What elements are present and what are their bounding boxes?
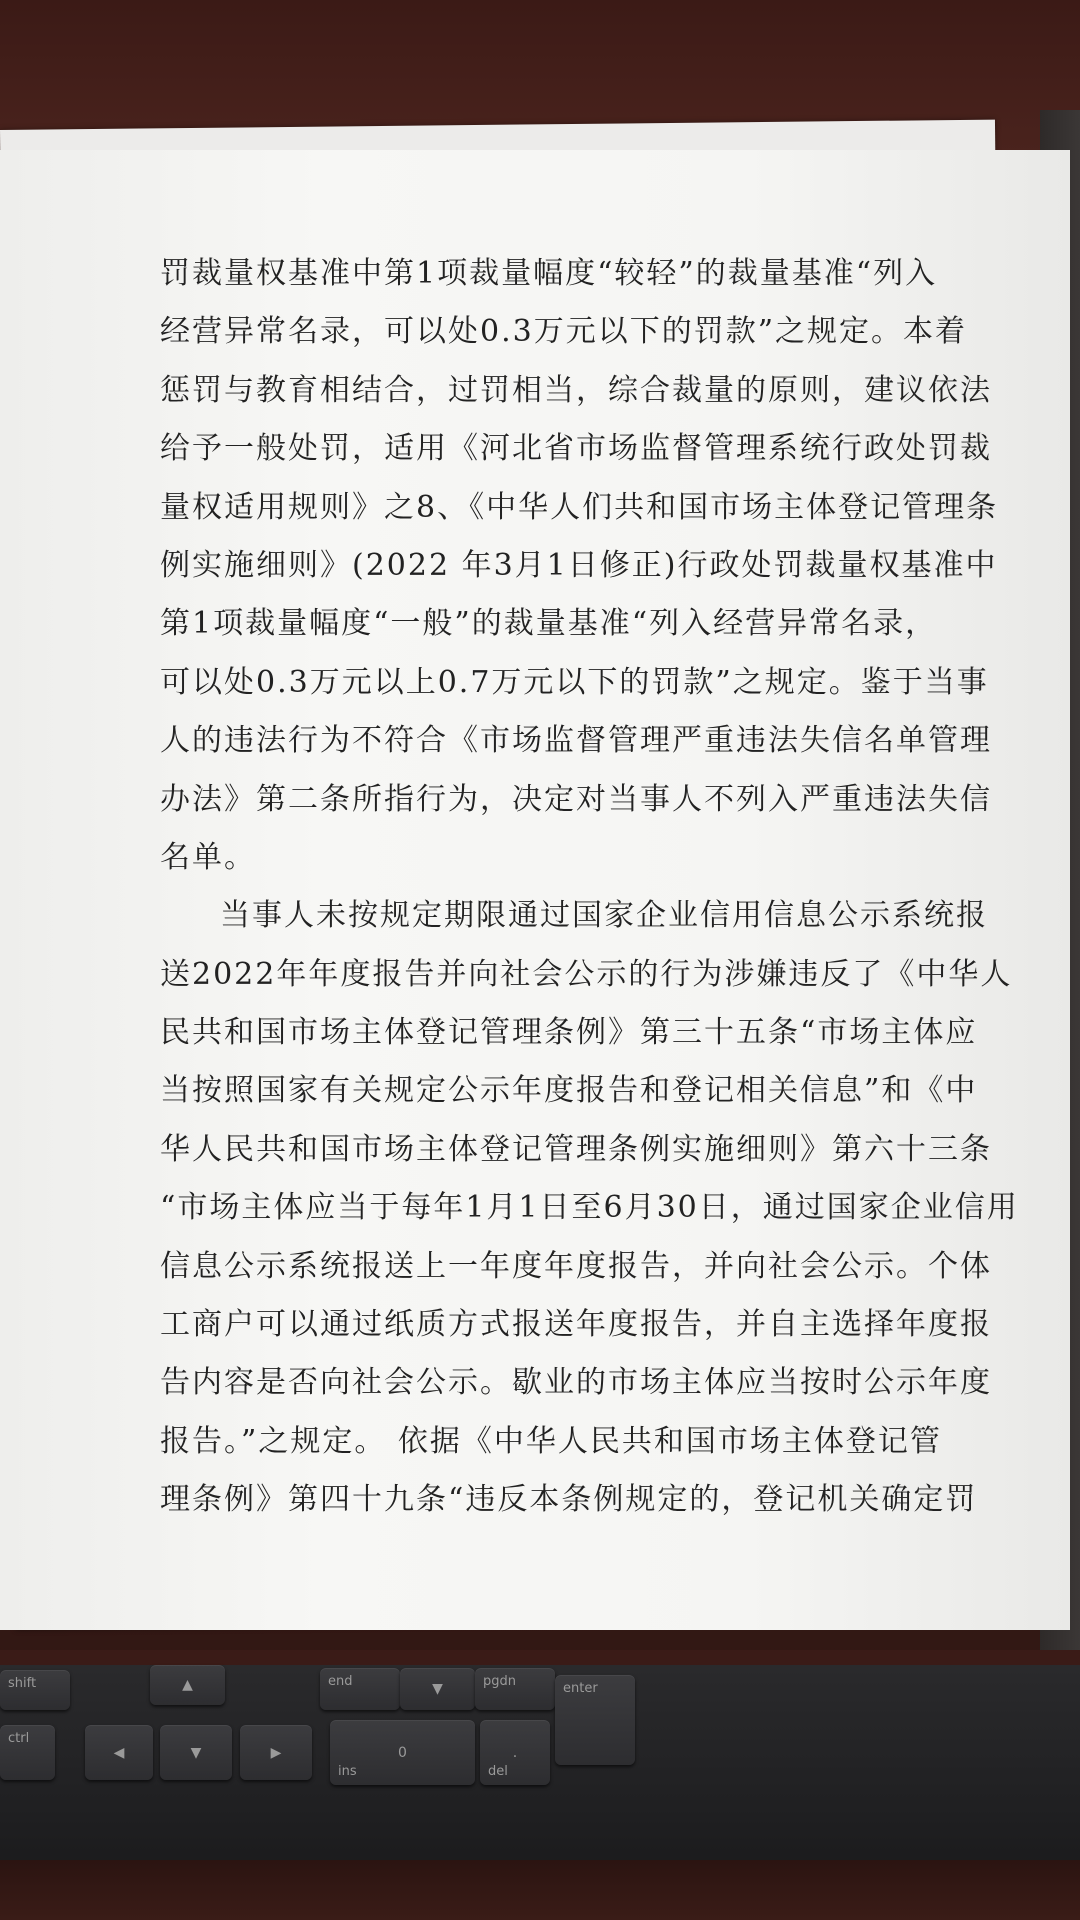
numpad-dot-key[interactable]: . del — [480, 1720, 550, 1785]
up-arrow-icon: ▲ — [182, 1677, 193, 1693]
left-arrow-icon: ◀ — [113, 1744, 125, 1761]
document-line: 工商户可以通过纸质方式报送年度报告，并自主选择年度报 — [160, 1307, 992, 1343]
document-line: 给予一般处罚，适用《河北省市场监督管理系统行政处罚裁 — [160, 431, 992, 467]
document-line: 当按照国家有关规定公示年度报告和登记相关信息”和《中 — [160, 1073, 978, 1109]
document-line: 送2022年年度报告并向社会公示的行为涉嫌违反了《中华人 — [160, 956, 1013, 992]
pgdn-key[interactable]: pgdn — [475, 1668, 555, 1710]
document-line: 人的违法行为不符合《市场监督管理严重违法失信名单管理 — [160, 723, 992, 759]
right-arrow-icon: ▶ — [270, 1744, 282, 1761]
document-text — [160, 245, 1019, 1530]
document-line: 办法》第二条所指行为，决定对当事人不列入严重违法失信 — [160, 781, 992, 817]
document-line: 当事人未按规定期限通过国家企业信用信息公示系统报 — [220, 898, 988, 934]
document-line: 惩罚与教育相结合，过罚相当，综合裁量的原则，建议依法 — [160, 372, 992, 408]
desk-surface — [0, 1860, 1080, 1920]
document-line: 罚裁量权基准中第1项裁量幅度“较轻”的裁量基准“列入 — [160, 256, 938, 291]
numpad-zero-key[interactable]: 0 ins — [330, 1720, 475, 1785]
document-line: 理条例》第四十九条“违反本条例规定的，登记机关确定罚 — [160, 1482, 978, 1518]
document-line: 报告。”之规定。 依据《中华人民共和国市场主体登记管 — [160, 1423, 942, 1459]
document-line: 信息公示系统报送上一年度年度报告，并向社会公示。个体 — [160, 1248, 992, 1284]
shift-key[interactable]: shift — [0, 1670, 70, 1710]
document-line: 告内容是否向社会公示。歇业的市场主体应当按时公示年度 — [160, 1365, 992, 1401]
down-arrow-icon: ▼ — [190, 1744, 202, 1761]
document-line: 量权适用规则》之8、《中华人们共和国市场主体登记管理条 — [160, 489, 999, 525]
right-arrow-key[interactable] — [240, 1725, 312, 1780]
document-line: 可以处0.3万元以上0.7万元以下的罚款”之规定。鉴于当事 — [160, 664, 989, 700]
end-key[interactable]: end — [320, 1668, 400, 1710]
left-arrow-key[interactable] — [85, 1725, 153, 1780]
down-arrow-icon: ▼ — [432, 1681, 443, 1697]
document-line: “市场主体应当于每年1月1日至6月30日，通过国家企业信用 — [160, 1190, 1019, 1226]
document-line: 名单。 — [160, 839, 256, 875]
enter-key[interactable]: enter — [555, 1675, 635, 1765]
document-line: 第1项裁量幅度“一般”的裁量基准“列入经营异常名录， — [160, 606, 938, 642]
down-arrow-key[interactable] — [160, 1725, 232, 1780]
up-arrow-key[interactable] — [150, 1665, 225, 1705]
document-line: 经营异常名录，可以处0.3万元以下的罚款”之规定。本着 — [160, 314, 968, 350]
document-line: 华人民共和国市场主体登记管理条例实施细则》第六十三条 — [160, 1131, 992, 1167]
ctrl-key[interactable]: ctrl — [0, 1725, 55, 1780]
document-line: 民共和国市场主体登记管理条例》第三十五条“市场主体应 — [160, 1015, 978, 1051]
document-line: 例实施细则》(2022 年3月1日修正)行政处罚裁量权基准中 — [160, 547, 998, 583]
down-nav-key[interactable] — [400, 1668, 475, 1710]
